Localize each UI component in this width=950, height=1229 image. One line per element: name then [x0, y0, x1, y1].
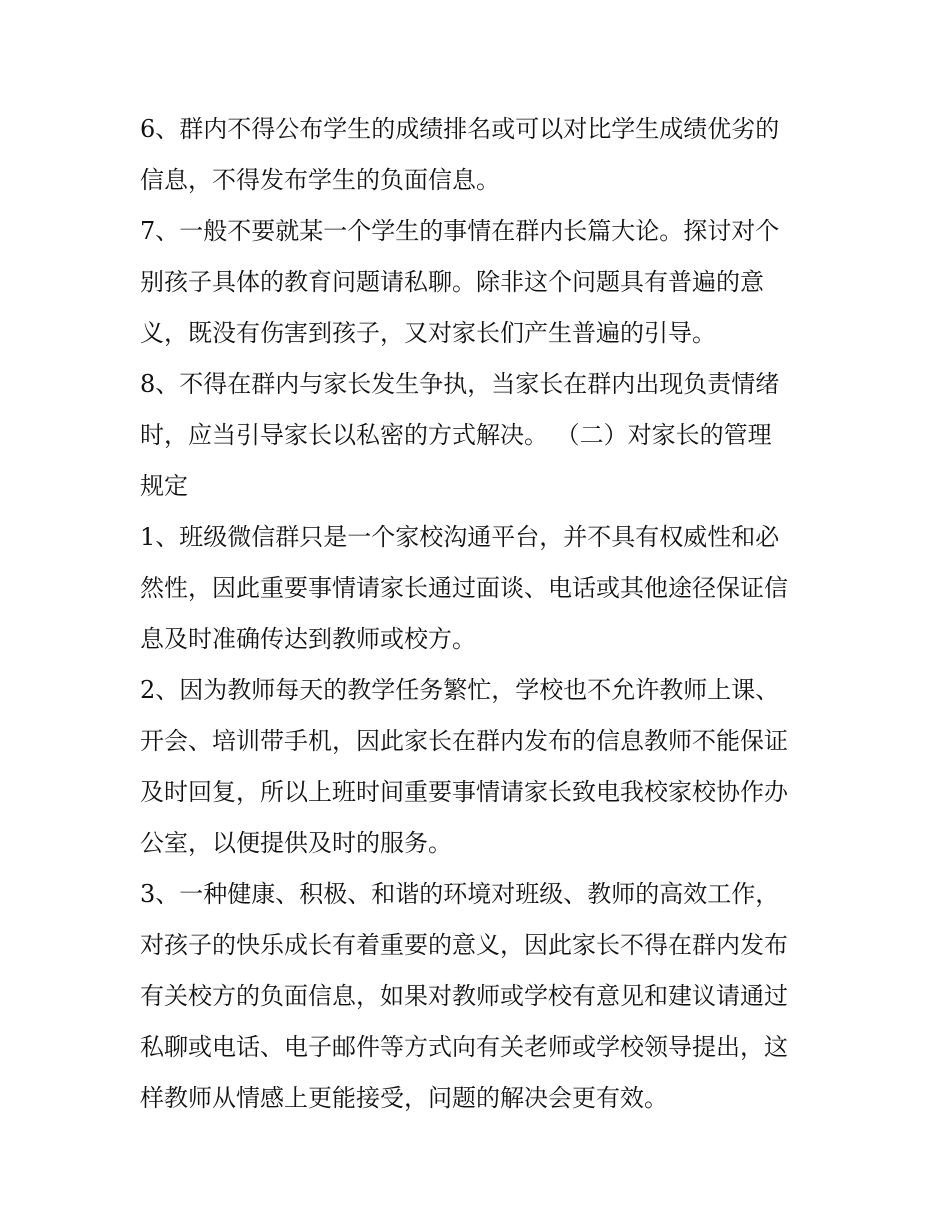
- parent-rule-2-line-4: 公室，以便提供及时的服务。: [140, 829, 452, 857]
- parent-rule-3-line-2: 对孩子的快乐成长有着重要的意义，因此家长不得在群内发布: [140, 931, 788, 959]
- rule-7-line-1: 7、一般不要就某一个学生的事情在群内长篇大论。探讨对个: [140, 217, 780, 245]
- rule-6-line-2: 信息，不得发布学生的负面信息。: [140, 166, 500, 194]
- rule-8-line-1: 8、不得在群内与家长发生争执，当家长在群内出现负责情绪: [140, 370, 780, 398]
- section-heading-tail: 规定: [140, 472, 188, 500]
- rule-6-line-1: 6、群内不得公布学生的成绩排名或可以对比学生成绩优劣的: [140, 115, 780, 143]
- parent-rule-2-line-2: 开会、培训带手机，因此家长在群内发布的信息教师不能保证: [140, 727, 788, 755]
- parent-rule-1-line-3: 息及时准确传达到教师或校方。: [140, 625, 476, 653]
- document-page: [140, 104, 820, 1124]
- parent-rule-3-line-1: 3、一种健康、积极、和谐的环境对班级、教师的高效工作，: [140, 880, 780, 908]
- parent-rule-1-line-1: 1、班级微信群只是一个家校沟通平台，并不具有权威性和必: [140, 523, 780, 551]
- rule-7-line-3: 义，既没有伤害到孩子，又对家长们产生普遍的引导。: [140, 319, 716, 347]
- parent-rule-3-line-4: 私聊或电话、电子邮件等方式向有关老师或学校领导提出，这: [140, 1033, 788, 1061]
- rule-7-line-2: 别孩子具体的教育问题请私聊。除非这个问题具有普遍的意: [140, 268, 764, 296]
- rule-8-line-2: 时，应当引导家长以私密的方式解决。 （二）对家长的管理: [140, 421, 772, 449]
- parent-rule-1-line-2: 然性，因此重要事情请家长通过面谈、电话或其他途径保证信: [140, 574, 788, 602]
- parent-rule-2-line-3: 及时回复，所以上班时间重要事情请家长致电我校家校协作办: [140, 778, 788, 806]
- parent-rule-2-line-1: 2、因为教师每天的教学任务繁忙，学校也不允许教师上课、: [140, 676, 780, 704]
- parent-rule-3-line-3: 有关校方的负面信息，如果对教师或学校有意见和建议请通过: [140, 982, 788, 1010]
- parent-rule-3-line-5: 样教师从情感上更能接受，问题的解决会更有效。: [140, 1084, 668, 1112]
